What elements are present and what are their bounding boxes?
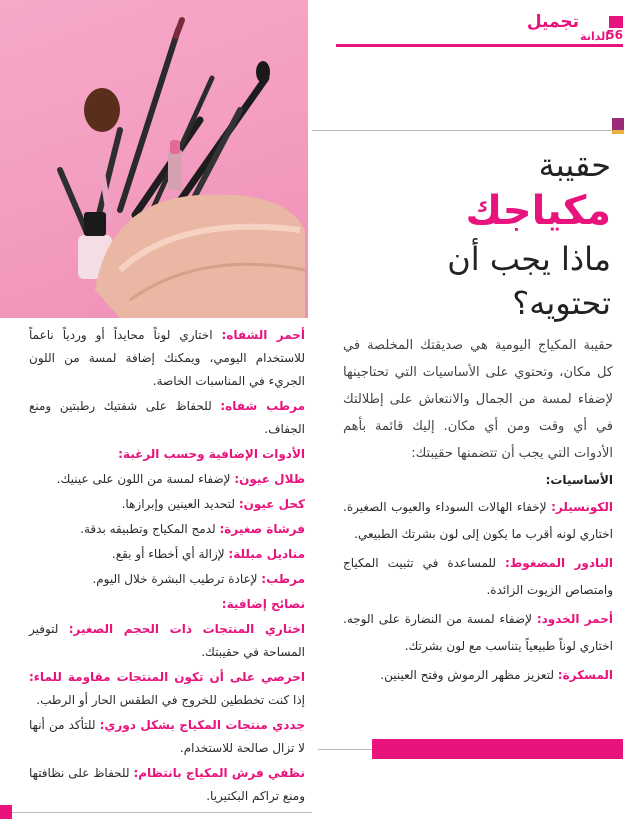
item-term: مرطب شفاه:: [220, 399, 306, 413]
item-term: البادور المضغوط:: [505, 556, 614, 570]
item-text: لدمج المكياج وتطبيقه بدقة.: [80, 522, 220, 536]
list-item: [343, 662, 613, 689]
left-column: [29, 324, 305, 810]
title-mark-accent: [612, 130, 624, 134]
makeup-bag: [95, 194, 305, 318]
list-item: [29, 518, 305, 541]
item-text: لإضفاء لمسة من النضارة على الوجه. اختاري لوناً طبيعياً يتناسب مع لون بشرتك.: [343, 612, 613, 653]
item-term: اختاري المنتجات ذات الحجم الصغير:: [68, 622, 305, 636]
extras-heading: الأدوات الإضافية وحسب الرغبة:: [118, 447, 305, 461]
list-item: [29, 618, 305, 664]
list-item: [29, 666, 305, 712]
item-term: مناديل مبللة:: [228, 547, 305, 561]
item-text: إذا كنت تخططين للخروج في الطقس الحار أو الرطب.: [36, 693, 305, 707]
footer-rule-left: [12, 812, 312, 813]
item-text: لإعادة ترطيب البشرة خلال اليوم.: [92, 572, 262, 586]
item-text: لإخفاء الهالات السوداء والعيوب الصغيرة. اختاري لونه أقرب ما يكون إلى لون بشرتك الطبيعي.: [343, 500, 613, 541]
item-term: أحمر الخدود:: [536, 612, 613, 626]
list-item: [343, 606, 613, 660]
intro-paragraph: حقيبة المكياج اليومية هي صديقتك المخلصة في كل مكان، وتحتوي على الأساسيات التي تحتاجينها لإضفاء لمسة من الجمال والانتعاش على إطلالتك في أي وقت ومن أي مكان. إليك قائمة بأهم الأدوات التي يجب أن تتضمنها حقيبتك:: [343, 338, 613, 461]
list-item: [29, 493, 305, 516]
title-line-1: حقيبة: [538, 146, 611, 184]
item-term: احرصي على أن تكون المنتجات مقاومة للماء:: [29, 670, 305, 684]
item-term: المسكرة:: [557, 668, 613, 682]
item-text: للتأكد من أنها لا تزال صالحة للاستخدام.: [29, 718, 305, 755]
title-line-4: تحتويه؟: [512, 284, 611, 322]
item-text: لتحديد العينين وإبرازها.: [121, 497, 239, 511]
magazine-logo: الدانة: [580, 30, 609, 43]
title-line-3: ماذا يجب أن: [447, 240, 611, 278]
item-term: ظلال عيون:: [234, 472, 305, 486]
list-item: [343, 494, 613, 548]
footer-rule: [318, 749, 372, 750]
item-term: أحمر الشفاه:: [221, 328, 305, 342]
title-rule: [312, 130, 612, 131]
basics-heading: الأساسيات:: [545, 473, 613, 487]
lipstick: [168, 150, 182, 190]
makeup-bag-photo: [0, 0, 308, 318]
item-text: اختاري لوناً محايداً أو وردياً ناعماً للاستخدام اليومي، ويمكنك إضافة لمسة من اللون الجريء في المناسبات الخاصة.: [29, 328, 305, 388]
powder-brush-head: [84, 88, 120, 132]
list-item: [29, 568, 305, 591]
page-number: 56: [606, 28, 623, 42]
list-item: [29, 762, 305, 808]
item-text: لإزالة أي أخطاء أو بقع.: [111, 547, 229, 561]
title-mark: [612, 118, 624, 130]
footer-bar-right: [372, 739, 623, 759]
item-text: لتوفير المساحة في حقيبتك.: [29, 622, 305, 659]
list-item: [29, 468, 305, 491]
item-text: لتعزيز مظهر الرموش وفتح العينين.: [380, 668, 558, 682]
item-term: جددي منتجات المكياج بشكل دوري:: [99, 718, 306, 732]
list-item: [343, 550, 613, 604]
item-term: نظفي فرش المكياج بانتظام:: [133, 766, 305, 780]
list-item: [29, 324, 305, 393]
section-tag: تجميل: [526, 12, 579, 32]
item-text: للمساعدة في تثبيت المكياج وامتصاص الزيوت الزائدة.: [343, 556, 613, 597]
item-text: للحفاظ على نظافتها ومنع تراكم البكتيريا.: [29, 766, 305, 803]
item-term: الكونسيلر:: [551, 500, 613, 514]
list-item: [29, 395, 305, 441]
item-text: للحفاظ على شفتيك رطبتين ومنع الجفاف.: [29, 399, 305, 436]
item-text: لإضفاء لمسة من اللون على عينيك.: [56, 472, 235, 486]
corner-square: [609, 16, 623, 28]
tips-heading: نصائح إضافية:: [221, 597, 305, 611]
title-line-2: مكياجك: [465, 188, 611, 234]
list-item: [29, 714, 305, 760]
makeup-illustration: [0, 0, 308, 318]
item-term: مرطب:: [261, 572, 305, 586]
footer-bar-left: [0, 805, 12, 819]
list-item: [29, 543, 305, 566]
item-term: كحل عيون:: [238, 497, 305, 511]
item-term: فرشاة صغيرة:: [219, 522, 305, 536]
right-column: [343, 332, 613, 691]
header-rule: [336, 44, 623, 47]
